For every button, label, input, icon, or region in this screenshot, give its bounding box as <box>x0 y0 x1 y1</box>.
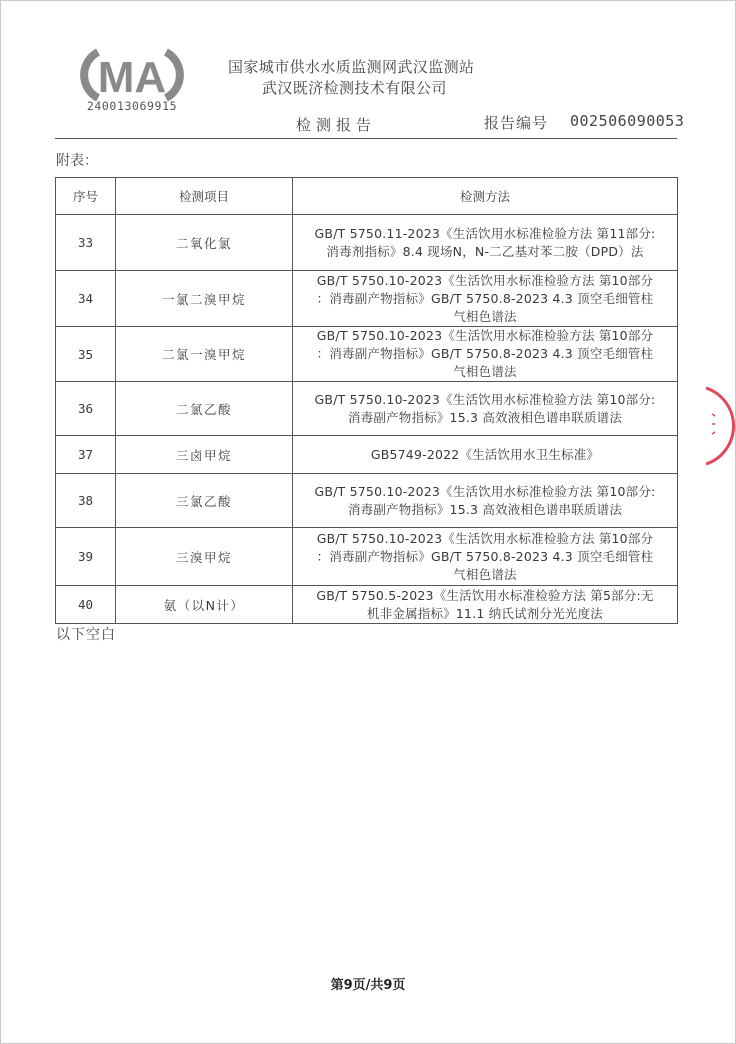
table-row <box>56 586 678 624</box>
col-header-method: 检测方法 <box>293 178 678 215</box>
test-method <box>293 215 678 271</box>
method-line: GB/T 5750.10-2023《生活饮用水标准检验方法 第10部分: <box>314 391 656 407</box>
test-method <box>293 271 678 327</box>
test-method <box>293 327 678 382</box>
report-number-label: 报告编号 <box>484 114 549 132</box>
row-number: 36 <box>56 382 116 436</box>
org-name-line2: 武汉既济检测技术有限公司 <box>262 79 447 97</box>
col-header-no: 序号 <box>56 178 116 215</box>
table-row <box>56 327 678 382</box>
row-number: 34 <box>56 271 116 327</box>
seal-stamp-fragment <box>700 384 736 468</box>
table-row <box>56 528 678 586</box>
method-line: GB5749-2022《生活饮用水卫生标准》 <box>370 446 600 462</box>
row-number: 39 <box>56 528 116 586</box>
test-method-table <box>55 177 678 624</box>
method-line: ：消毒副产物指标》GB/T 5750.8-2023 4.3 顶空毛细管柱 <box>316 346 654 361</box>
method-line: 气相色谱法 <box>453 566 517 582</box>
method-line: 消毒副产物指标》15.3 高效液相色谱串联质谱法 <box>347 409 623 425</box>
method-line: 气相色谱法 <box>453 308 517 324</box>
method-line: 消毒剂指标》8.4 现场N，N-二乙基对苯二胺（DPD）法 <box>326 243 644 259</box>
test-method <box>293 436 678 474</box>
test-item: 二氧化氯 <box>116 215 293 271</box>
table-row <box>56 382 678 436</box>
row-number: 40 <box>56 586 116 624</box>
table-row <box>56 474 678 528</box>
blank-below-note: 以下空白 <box>56 627 116 643</box>
annex-label: 附表： <box>56 153 98 169</box>
method-line: GB/T 5750.10-2023《生活饮用水标准检验方法 第10部分: <box>314 483 656 499</box>
table-header-row <box>56 178 678 215</box>
report-title: 检测报告 <box>296 116 377 134</box>
row-number: 33 <box>56 215 116 271</box>
test-item: 三卤甲烷 <box>116 436 293 474</box>
method-line: 机非金属指标》11.1 纳氏试剂分光光度法 <box>366 605 603 621</box>
col-header-item: 检测项目 <box>116 178 293 215</box>
row-number: 38 <box>56 474 116 528</box>
method-line: ：消毒副产物指标》GB/T 5750.8-2023 4.3 顶空毛细管柱 <box>316 290 654 306</box>
table-row <box>56 271 678 327</box>
row-number: 35 <box>56 327 116 382</box>
method-line: GB/T 5750.5-2023《生活饮用水标准检验方法 第5部分:无 <box>316 587 654 603</box>
table-row <box>56 215 678 271</box>
row-number: 37 <box>56 436 116 474</box>
org-name-line1: 国家城市供水水质监测网武汉监测站 <box>228 58 475 76</box>
report-number: 002506090053 <box>570 112 685 130</box>
test-item: 二氯乙酸 <box>116 382 293 436</box>
table-row <box>56 436 678 474</box>
test-method <box>293 528 678 586</box>
cert-number: 240013069915 <box>86 99 178 113</box>
test-item: 二氯一溴甲烷 <box>116 327 293 382</box>
method-line: ：消毒副产物指标》GB/T 5750.8-2023 4.3 顶空毛细管柱 <box>316 548 654 564</box>
test-item: 三氯乙酸 <box>116 474 293 528</box>
test-item: 一氯二溴甲烷 <box>116 271 293 327</box>
header-divider <box>55 138 677 139</box>
method-line: GB/T 5750.10-2023《生活饮用水标准检验方法 第10部分 <box>316 272 654 288</box>
method-line: GB/T 5750.11-2023《生活饮用水标准检验方法 第11部分: <box>314 225 656 241</box>
cma-logo-text: MA <box>97 53 167 102</box>
method-line: 消毒副产物指标》15.3 高效液相色谱串联质谱法 <box>347 501 623 517</box>
test-item: 氨（以N计） <box>116 586 293 624</box>
method-line: 气相色谱法 <box>453 364 517 379</box>
method-line: GB/T 5750.10-2023《生活饮用水标准检验方法 第10部分 <box>316 328 654 343</box>
test-method <box>293 474 678 528</box>
method-line: GB/T 5750.10-2023《生活饮用水标准检验方法 第10部分 <box>316 530 654 546</box>
test-method <box>293 382 678 436</box>
test-item: 三溴甲烷 <box>116 528 293 586</box>
page-indicator: 第9页/共9页 <box>330 978 406 993</box>
test-method <box>293 586 678 624</box>
